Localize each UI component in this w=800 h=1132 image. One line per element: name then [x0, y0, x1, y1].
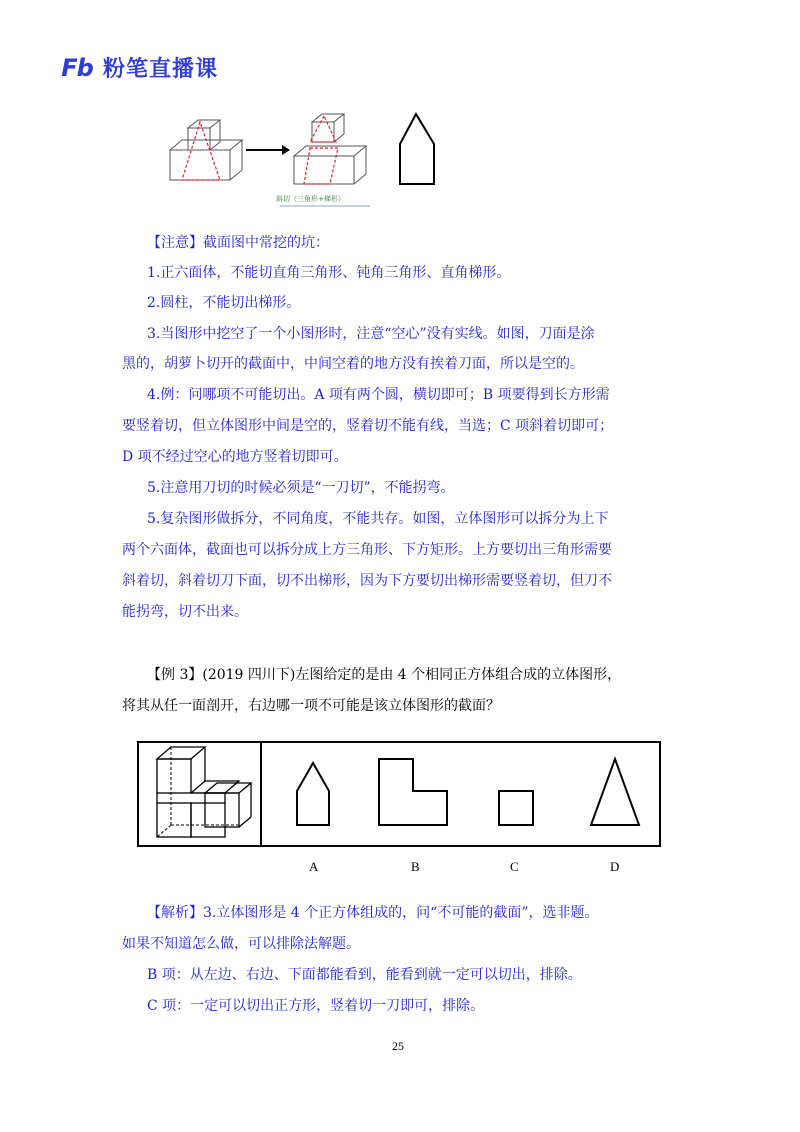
note-item-6-line-1: 5.复杂图形做拆分，不同角度，不能共存。如图，立体图形可以拆分为上下 [147, 511, 609, 527]
note-item-4-line-2: 要竖着切，但立体图形中间是空的，竖着切不能有线，当选；C 项斜着切即可； [122, 418, 614, 434]
note-item-3-line-2: 黑的，胡萝卜切开的截面中，中间空着的地方没有挨着刀面，所以是空的。 [122, 356, 584, 372]
note-item-5: 5.注意用刀切的时候必须是“一刀切”，不能拐弯。 [147, 480, 455, 496]
note-item-1: 1.正六面体，不能切直角三角形、钝角三角形、直角梯形。 [147, 265, 511, 281]
note-item-6-line-3: 斜着切，斜着切刀下面，切不出梯形，因为下方要切出梯形需要竖着切，但刀不 [122, 573, 612, 589]
fenbi-logo-icon: Fb [61, 53, 93, 82]
brand-name: 粉笔直播课 [103, 57, 219, 82]
option-c-shape [499, 791, 533, 825]
option-label-c: C [510, 859, 519, 874]
example-question-line-2: 将其从任一面剖开，右边哪一项不可能是该立体图形的截面？ [122, 698, 500, 714]
note-item-3-line-1: 3.当图形中挖空了一个小图形时，注意“空心”没有实线。如图，刀面是涂 [147, 326, 595, 342]
analysis-line-1: 【解析】3.立体图形是 4 个正方体组成的，问“不可能的截面”，选非题。 [147, 905, 599, 921]
analysis-line-3: B 项：从左边、右边、下面都能看到，能看到就一定可以切出，排除。 [147, 967, 582, 983]
page-number: 25 [392, 1039, 404, 1053]
notes-title: 【注意】截面图中常挖的坑： [147, 235, 329, 251]
note-item-6-line-2: 两个六面体，截面也可以拆分成上方三角形、下方矩形。上方要切出三角形需要 [122, 542, 612, 558]
option-a-shape [297, 763, 329, 825]
example-question-line-1: 【例 3】(2019 四川下)左图给定的是由 4 个相同正方体组合成的立体图形， [147, 667, 622, 683]
analysis-line-2: 如果不知道怎么做，可以排除法解题。 [122, 936, 360, 952]
note-item-4-line-3: D 项不经过空心的地方竖着切即可。 [122, 449, 348, 465]
note-item-6-line-4: 能拐弯，切不出来。 [122, 604, 248, 620]
option-label-a: A [309, 859, 319, 874]
note-item-4-line-1: 4.例：问哪项不可能切出。A 项有两个圆，横切即可；B 项要得到长方形需 [147, 387, 610, 403]
brand-logo [57, 52, 218, 83]
option-b-shape [379, 759, 447, 825]
example-figure [137, 741, 661, 847]
option-label-d: D [610, 859, 620, 874]
figure-caption: 斜切（三角形+梯形） [276, 195, 345, 203]
analysis-line-4: C 项：一定可以切出正方形，竖着切一刀即可，排除。 [147, 998, 485, 1014]
note-item-2: 2.圆柱，不能切出梯形。 [147, 295, 301, 311]
option-d-shape [591, 759, 639, 825]
option-label-b: B [411, 859, 420, 874]
